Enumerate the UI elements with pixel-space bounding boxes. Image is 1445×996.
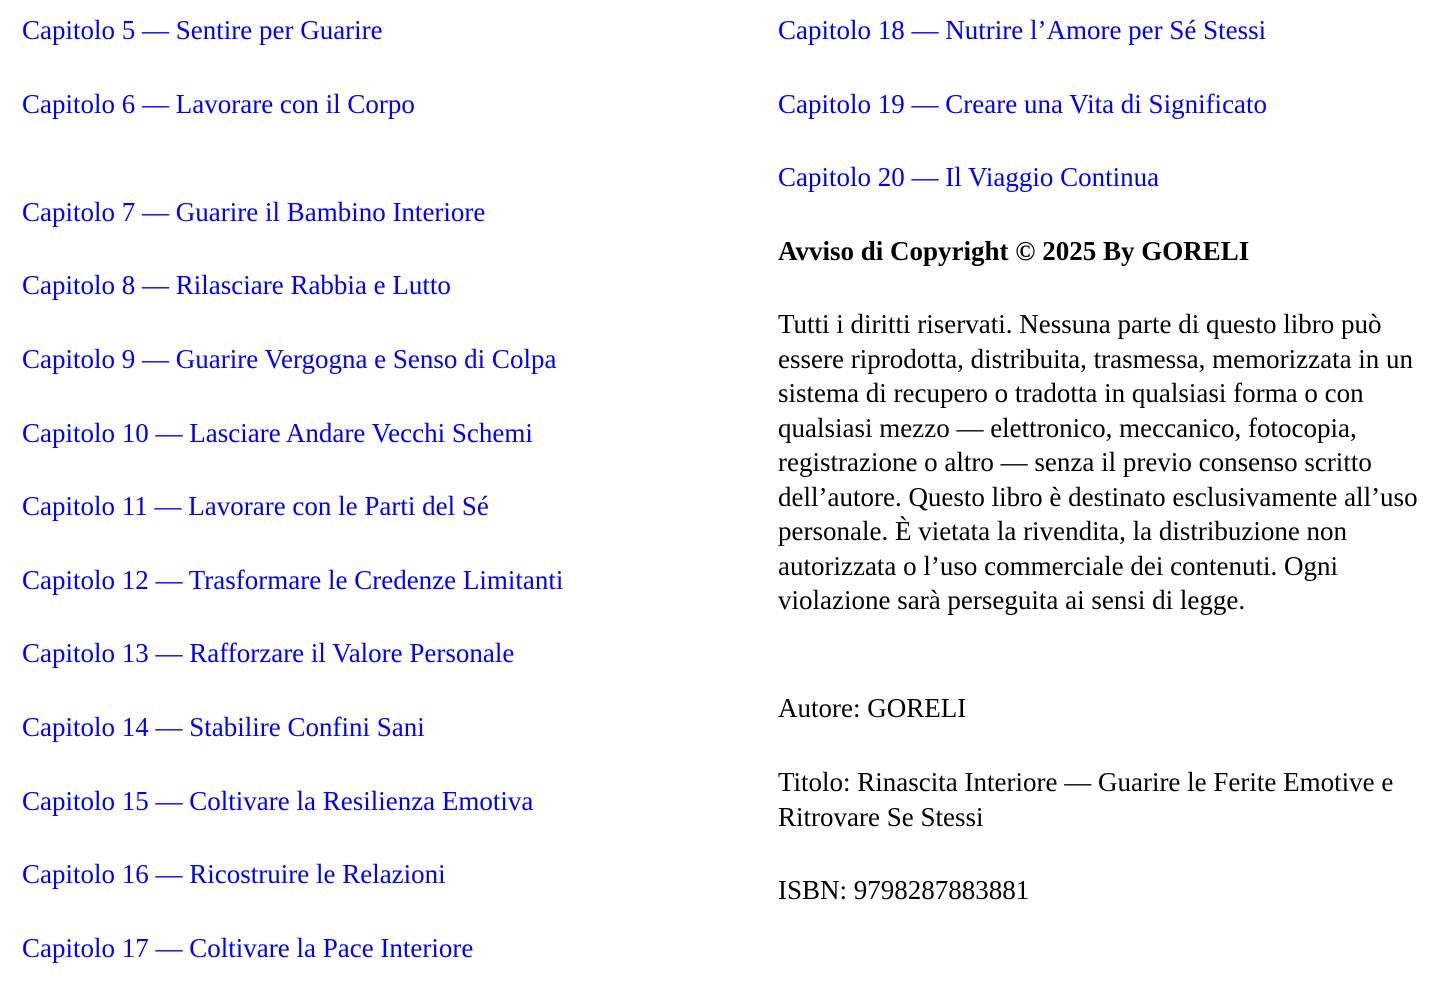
toc-link-chapter-9[interactable]: Capitolo 9 — Guarire Vergogna e Senso di Colpa bbox=[22, 344, 557, 374]
toc-link-chapter-13[interactable]: Capitolo 13 — Rafforzare il Valore Personale bbox=[22, 638, 515, 668]
toc-link-chapter-7[interactable]: Capitolo 7 — Guarire il Bambino Interiore bbox=[22, 197, 486, 227]
author-line: Autore: GORELI bbox=[778, 693, 967, 723]
toc-link-chapter-16[interactable]: Capitolo 16 — Ricostruire le Relazioni bbox=[22, 859, 446, 889]
toc-link-chapter-19[interactable]: Capitolo 19 — Creare una Vita di Significato bbox=[778, 89, 1268, 119]
copyright-notice-heading: Avviso di Copyright © 2025 By GORELI bbox=[778, 236, 1250, 266]
toc-link-chapter-8[interactable]: Capitolo 8 — Rilasciare Rabbia e Lutto bbox=[22, 270, 451, 300]
toc-link-chapter-17[interactable]: Capitolo 17 — Coltivare la Pace Interiore bbox=[22, 933, 474, 963]
toc-link-chapter-20[interactable]: Capitolo 20 — Il Viaggio Continua bbox=[778, 162, 1160, 192]
toc-link-chapter-14[interactable]: Capitolo 14 — Stabilire Confini Sani bbox=[22, 712, 425, 742]
toc-link-chapter-12[interactable]: Capitolo 12 — Trasformare le Credenze Limitanti bbox=[22, 565, 564, 595]
toc-link-chapter-10[interactable]: Capitolo 10 — Lasciare Andare Vecchi Schemi bbox=[22, 418, 533, 448]
toc-link-chapter-15[interactable]: Capitolo 15 — Coltivare la Resilienza Emotiva bbox=[22, 786, 534, 816]
toc-link-chapter-6[interactable]: Capitolo 6 — Lavorare con il Corpo bbox=[22, 89, 415, 119]
toc-link-chapter-11[interactable]: Capitolo 11 — Lavorare con le Parti del Sé bbox=[22, 491, 489, 521]
toc-link-chapter-5[interactable]: Capitolo 5 — Sentire per Guarire bbox=[22, 15, 383, 45]
copyright-notice-body: Tutti i diritti riservati. Nessuna parte di questo libro può essere riprodotta, distribuita, trasmessa, memorizzata in un sistema di recupero o tradotta in qualsiasi forma o con qualsiasi mezzo — elettronico, meccanico, fotocopia, registrazione o altro — senza il previo consenso scritto dell’autore. Questo libro è destinato esclusivamente all’uso personale. È vietata la rivendita, la distribuzione non autorizzata o l’uso commerciale dei contenuti. Ogni violazione sarà perseguita ai sensi di legge. bbox=[778, 309, 1418, 615]
toc-link-chapter-18[interactable]: Capitolo 18 — Nutrire l’Amore per Sé Stessi bbox=[778, 15, 1267, 45]
isbn-line: ISBN: 9798287883881 bbox=[778, 875, 1030, 905]
book-title-line: Titolo: Rinascita Interiore — Guarire le Ferite Emotive e Ritrovare Se Stessi bbox=[778, 767, 1394, 832]
